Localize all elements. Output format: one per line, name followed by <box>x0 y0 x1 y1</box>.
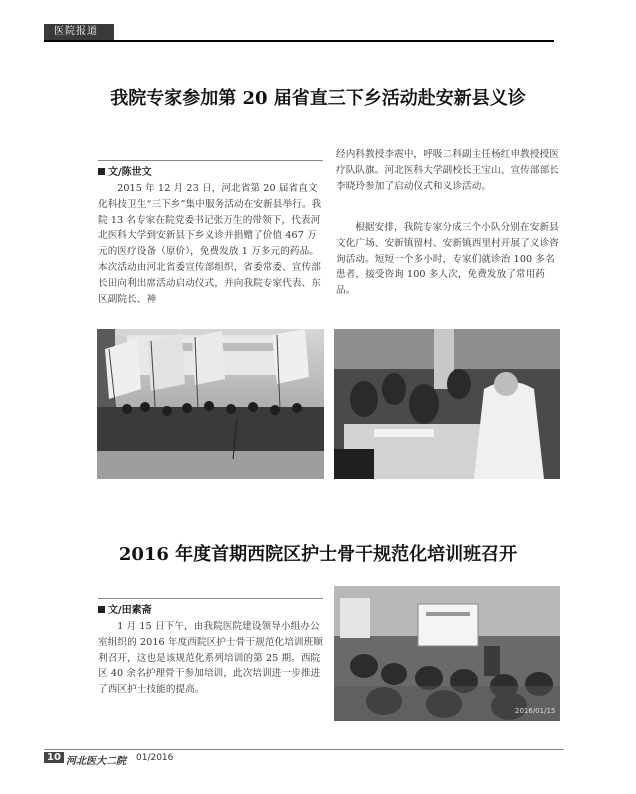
article2-byline-text: 文/田素斋 <box>108 605 152 616</box>
article2-byline <box>98 598 323 616</box>
article2-title: 2016 年度首期西院区护士骨干规范化培训班召开 <box>118 544 518 565</box>
article2-photo-training <box>334 586 560 721</box>
section-tag: 医院报道 <box>44 24 114 40</box>
article1-left-text: 2015 年 12 月 23 日，河北省第 20 届省直文化科技卫生“三下乡”集中服务活动在安新县举行。我院 13 名专家在院党委书记张万生的带领下，代表河北医科大学到安新县下乡义诊并捐赠了价值 467 万元的医疗设备（原价），免费发放 1 万多元的药品。本次活动由河北省委宣传部组织，省委常委、宣传部长田向利出席活动启动仪式，并向我院专家代表、东区副院长、神 <box>98 183 322 305</box>
article1-photo-ceremony <box>97 329 324 479</box>
page-number: 10 <box>44 752 64 763</box>
article1-byline-text: 文/陈世文 <box>108 167 152 178</box>
section-header-bar <box>44 24 554 42</box>
article1-right-p1: 经内科教授李震中，呼吸二科副主任杨红申教授授医疗队队旗。河北医科大学副校长王宝山、宣传部部长李晓玲参加了启动仪式和义诊活动。 <box>336 149 559 192</box>
byline-square-icon <box>98 606 105 613</box>
article2-text: 1 月 15 日下午，由我院医院建设领导小组办公室组织的 2016 年度西院区护士骨干规范化培训班顺利召开，这也是该规范化系列培训的第 25 期。西院区 40 余名护理骨干参加培训，此次培训进一步推进了西区护士技能的提高。 <box>98 621 323 696</box>
article1-byline <box>98 160 323 178</box>
page-footer <box>44 749 564 767</box>
issue-number: 01/2016 <box>136 753 174 763</box>
publication-name: 河北医大二院 <box>66 756 126 767</box>
photo-date-caption: 2016/01/15 <box>515 707 556 715</box>
byline-square-icon <box>98 168 105 175</box>
article1-title: 我院专家参加第 20 届省直三下乡活动赴安新县义诊 <box>110 88 526 109</box>
article1-right-p2: 根据安排，我院专家分成三个小队分别在安新县文化广场、安新镇留村、安新镇西里村开展了义诊咨询活动。短短一个多小时，专家们就诊治 100 多名患者，接受咨询 100 多人次，免费发放了常用药品。 <box>336 222 559 297</box>
article1-photo-clinic <box>334 329 560 479</box>
